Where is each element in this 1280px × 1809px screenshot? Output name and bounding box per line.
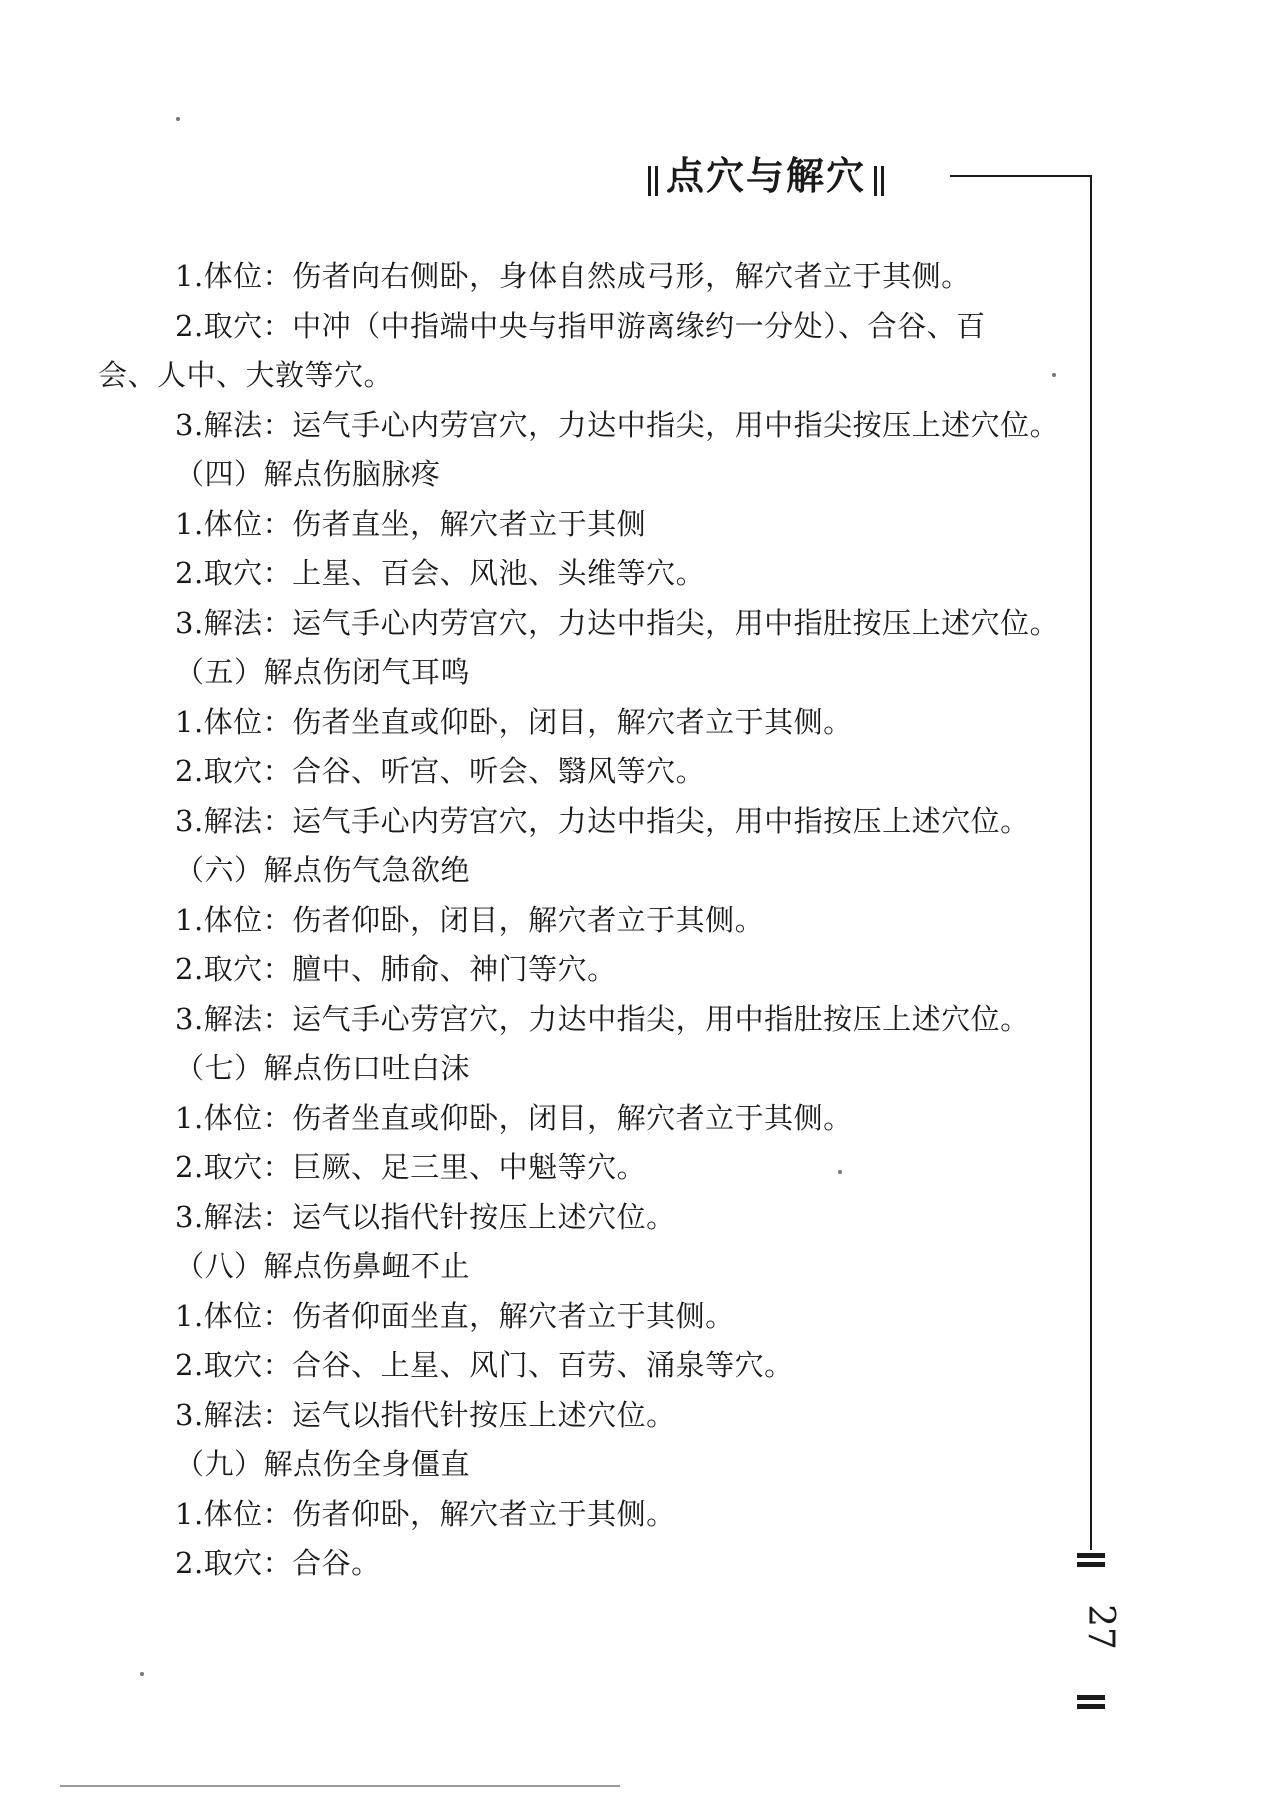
text-line: 3.解法：运气手心内劳宫穴，力达中指尖，用中指肚按压上述穴位。: [175, 605, 1060, 640]
text-line: 2.取穴：合谷、上星、风门、百劳、涌泉等穴。: [175, 1348, 794, 1382]
text-line: 会、人中、大敦等穴。: [98, 358, 394, 392]
page-marker-top-2: [1077, 1562, 1105, 1567]
body-text: [98, 252, 1058, 1589]
header-left-bars: [646, 153, 660, 205]
text-line: 1.体位：伤者仰卧，解穴者立于其侧。: [175, 1496, 676, 1531]
text-line: （五）解点伤闭气耳鸣: [175, 655, 471, 689]
text-line: 2.取穴：膻中、肺俞、神门等穴。: [175, 952, 617, 986]
text-line: 1.体位：伤者坐直或仰卧，闭目，解穴者立于其侧。: [175, 704, 853, 739]
text-line: 3.解法：运气手心劳宫穴，力达中指尖，用中指肚按压上述穴位。: [175, 1001, 1030, 1036]
text-line: 1.体位：伤者向右侧卧，身体自然成弓形，解穴者立于其侧。: [175, 259, 971, 293]
text-line: 1.体位：伤者仰卧，闭目，解穴者立于其侧。: [175, 902, 765, 937]
text-line: 1.体位：伤者坐直或仰卧，闭目，解穴者立于其侧。: [175, 1100, 853, 1135]
text-line: 2.取穴：巨厥、足三里、中魁等穴。: [175, 1150, 647, 1184]
text-line: （七）解点伤口吐白沫: [175, 1051, 471, 1085]
text-line: 2.取穴：合谷。: [175, 1546, 381, 1580]
text-line: （九）解点伤全身僵直: [175, 1447, 471, 1481]
text-line: 1.体位：伤者仰面坐直，解穴者立于其侧。: [175, 1298, 735, 1333]
header-title-text: 点穴与解穴: [666, 154, 867, 198]
text-line: 2.取穴：上星、百会、风池、头维等穴。: [175, 556, 706, 590]
text-line: 3.解法：运气以指代针按压上述穴位。: [175, 1397, 676, 1432]
page-marker-bottom-2: [1077, 1704, 1105, 1709]
text-line: 1.体位：伤者直坐，解穴者立于其侧: [175, 506, 647, 541]
text-line: （四）解点伤脑脉疼: [175, 457, 441, 491]
text-line: 3.解法：运气手心内劳宫穴，力达中指尖，用中指按压上述穴位。: [175, 803, 1030, 838]
text-line: 3.解法：运气以指代针按压上述穴位。: [175, 1199, 676, 1234]
header-right-bars: [872, 153, 886, 205]
running-header: [640, 150, 892, 202]
scan-speck: [176, 117, 180, 121]
page-number: 27: [1080, 1604, 1121, 1650]
text-line: 3.解法：运气手心内劳宫穴，力达中指尖，用中指尖按压上述穴位。: [175, 407, 1060, 442]
text-line: （八）解点伤鼻衄不止: [175, 1249, 471, 1283]
text-line: 2.取穴：合谷、听宫、听会、翳风等穴。: [175, 754, 706, 788]
margin-rule: [1090, 175, 1092, 1550]
text-line: （六）解点伤气急欲绝: [175, 853, 471, 887]
scan-speck: [140, 1672, 144, 1676]
page-marker-bottom-1: [1077, 1695, 1105, 1700]
bottom-rule: [60, 1785, 620, 1787]
text-line: 2.取穴：中冲（中指端中央与指甲游离缘约一分处）、合谷、百: [175, 308, 986, 343]
page-marker-top-1: [1077, 1553, 1105, 1558]
header-rule: [950, 175, 1092, 177]
